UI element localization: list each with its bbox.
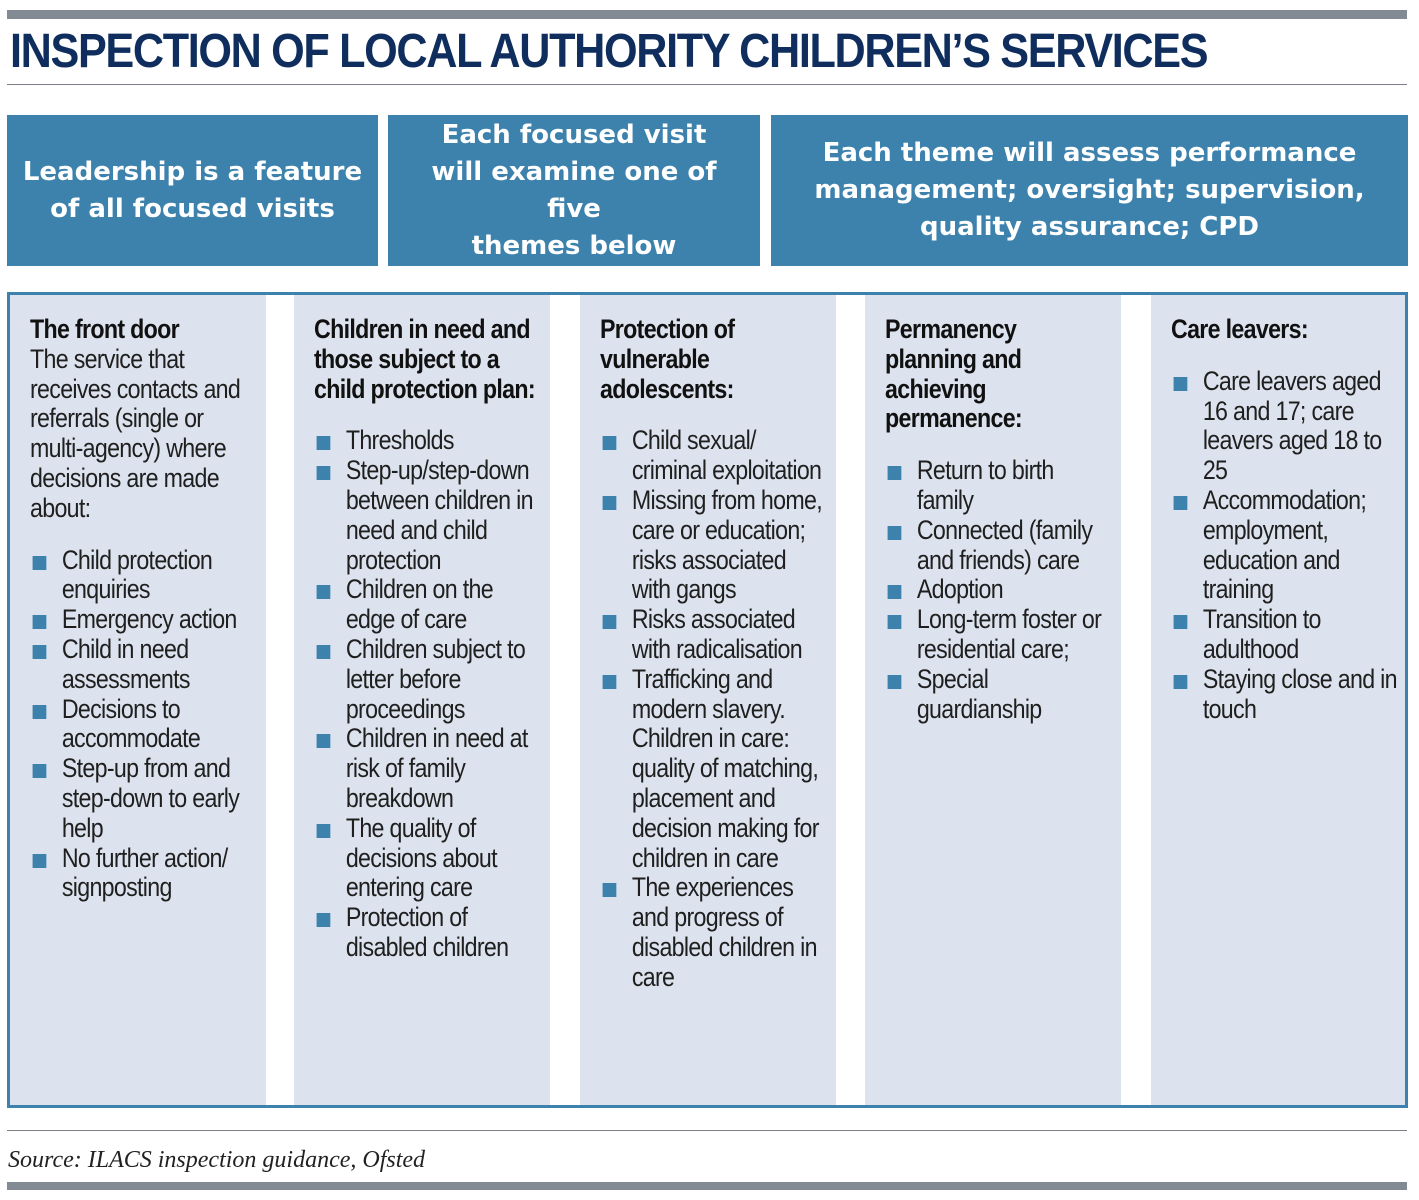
bullet-square-icon bbox=[33, 556, 47, 570]
bullet-square-icon bbox=[888, 466, 902, 480]
list-item bbox=[1171, 665, 1399, 725]
column-heading: The front door bbox=[30, 314, 180, 344]
page-title: INSPECTION OF LOCAL AUTHORITY CHILDREN’S SERVICES bbox=[10, 25, 1208, 78]
list-item-text: Children in need at risk of family breakdown bbox=[345, 723, 528, 813]
title-divider bbox=[7, 84, 1407, 85]
column-heading: Care leavers: bbox=[1171, 314, 1308, 344]
bullet-square-icon bbox=[33, 615, 47, 629]
list-item bbox=[1171, 486, 1399, 605]
bullet-square-icon bbox=[888, 585, 902, 599]
list-item bbox=[30, 605, 258, 635]
list-item bbox=[885, 456, 1113, 516]
theme-column-front-door bbox=[10, 295, 266, 1105]
list-item bbox=[600, 873, 828, 992]
header-box-theme-assessment bbox=[771, 115, 1408, 266]
bullet-square-icon bbox=[603, 436, 617, 450]
list-item-text: Trafficking and modern slavery. Children in care: quality of matching, placement and decision making for children in care bbox=[631, 663, 819, 873]
theme-list bbox=[600, 426, 828, 992]
bullet-square-icon bbox=[317, 734, 331, 748]
bullet-square-icon bbox=[317, 913, 331, 927]
bullet-square-icon bbox=[317, 436, 331, 450]
theme-list bbox=[1171, 367, 1399, 725]
header-line: Each theme will assess performance bbox=[822, 138, 1357, 168]
list-item-text: Child protection enquiries bbox=[61, 544, 213, 605]
list-item bbox=[600, 605, 828, 665]
list-item bbox=[885, 516, 1113, 576]
list-item bbox=[600, 426, 828, 486]
top-rule bbox=[7, 10, 1407, 19]
list-item-text: Decisions to accommodate bbox=[61, 693, 201, 754]
bullet-square-icon bbox=[33, 705, 47, 719]
bullet-square-icon bbox=[888, 675, 902, 689]
list-item-text: Connected (family and friends) care bbox=[916, 514, 1093, 575]
header-line: of all focused visits bbox=[50, 193, 335, 224]
theme-list bbox=[314, 426, 542, 962]
bottom-rule bbox=[7, 1182, 1407, 1190]
list-item bbox=[1171, 367, 1399, 486]
bullet-square-icon bbox=[888, 526, 902, 540]
bullet-square-icon bbox=[603, 675, 617, 689]
bullet-square-icon bbox=[1174, 675, 1188, 689]
list-item-text: Special guardianship bbox=[916, 663, 1042, 724]
list-item-text: Children subject to letter before proceedings bbox=[345, 633, 526, 724]
list-item bbox=[30, 695, 258, 755]
list-item bbox=[600, 486, 828, 605]
list-item-text: Care leavers aged 16 and 17; care leavers aged 18 to 25 bbox=[1202, 365, 1382, 486]
bullet-square-icon bbox=[317, 645, 331, 659]
theme-column-vulnerable-adolescents bbox=[580, 295, 836, 1105]
header-line: themes below bbox=[471, 230, 677, 261]
themes-panel bbox=[7, 292, 1408, 1108]
bullet-square-icon bbox=[1174, 615, 1188, 629]
list-item bbox=[1171, 605, 1399, 665]
list-item-text: Missing from home, care or education; risks associated with gangs bbox=[631, 484, 823, 605]
list-item bbox=[885, 605, 1113, 665]
header-box-leadership bbox=[7, 115, 378, 266]
list-item bbox=[314, 456, 542, 575]
list-item-text: Protection of disabled children bbox=[345, 902, 509, 962]
header-box-focused-visit bbox=[388, 115, 760, 266]
list-item bbox=[30, 635, 258, 695]
list-item-text: The quality of decisions about entering care bbox=[345, 812, 497, 903]
bullet-square-icon bbox=[888, 615, 902, 629]
header-line: will examine one of five bbox=[431, 156, 717, 224]
list-item bbox=[885, 575, 1113, 605]
bullet-square-icon bbox=[1174, 377, 1188, 391]
bullet-square-icon bbox=[603, 496, 617, 510]
list-item-text: Child in need assessments bbox=[61, 633, 190, 694]
column-heading: Protection of vulnerable adolescents: bbox=[600, 314, 735, 404]
header-line: quality assurance; CPD bbox=[919, 212, 1259, 242]
bullet-square-icon bbox=[33, 645, 47, 659]
bullet-square-icon bbox=[317, 824, 331, 838]
list-item bbox=[314, 635, 542, 724]
list-item bbox=[30, 546, 258, 606]
source-divider bbox=[7, 1130, 1407, 1131]
header-line: Leadership is a feature bbox=[22, 156, 363, 187]
header-line: Each focused visit bbox=[441, 119, 707, 150]
list-item-text: Staying close and in touch bbox=[1202, 663, 1397, 724]
list-item-text: Child sexual/ criminal exploitation bbox=[631, 425, 822, 486]
bullet-square-icon bbox=[1174, 496, 1188, 510]
list-item-text: Thresholds bbox=[345, 425, 454, 456]
bullet-square-icon bbox=[317, 466, 331, 480]
list-item bbox=[314, 426, 542, 456]
theme-column-care-leavers bbox=[1151, 295, 1405, 1105]
list-item bbox=[885, 665, 1113, 725]
bullet-square-icon bbox=[33, 764, 47, 778]
list-item-text: Emergency action bbox=[61, 604, 237, 635]
list-item-text: No further action/ signposting bbox=[61, 842, 228, 903]
list-item-text: Step-up/step-down between children in need and child protection bbox=[345, 455, 533, 575]
list-item bbox=[30, 844, 258, 904]
theme-column-children-in-need bbox=[294, 295, 550, 1105]
list-item bbox=[314, 724, 542, 813]
column-heading: Permanency planning and achieving permanence: bbox=[885, 314, 1022, 434]
bullet-square-icon bbox=[33, 854, 47, 868]
list-item-text: The experiences and progress of disabled children in care bbox=[631, 872, 817, 992]
list-item bbox=[600, 665, 828, 874]
list-item-text: Adoption bbox=[916, 574, 1003, 605]
bullet-square-icon bbox=[603, 883, 617, 897]
list-item-text: Return to birth family bbox=[916, 455, 1054, 515]
theme-column-permanency bbox=[865, 295, 1121, 1105]
list-item bbox=[314, 575, 542, 635]
theme-list bbox=[30, 546, 258, 904]
list-item-text: Transition to adulthood bbox=[1202, 604, 1321, 664]
column-intro: The service that receives contacts and referrals (single or multi-agency) where decisions are made about: bbox=[30, 343, 241, 523]
list-item-text: Accommodation; employment, education and training bbox=[1202, 484, 1367, 605]
bullet-square-icon bbox=[317, 585, 331, 599]
list-item-text: Risks associated with radicalisation bbox=[631, 604, 803, 664]
list-item bbox=[30, 754, 258, 843]
list-item-text: Long-term foster or residential care; bbox=[916, 604, 1102, 664]
list-item-text: Children on the edge of care bbox=[345, 574, 493, 635]
list-item bbox=[314, 903, 542, 963]
source-note: Source: ILACS inspection guidance, Ofsted bbox=[8, 1147, 426, 1173]
bullet-square-icon bbox=[603, 615, 617, 629]
theme-list bbox=[885, 456, 1113, 724]
list-item-text: Step-up from and step-down to early help bbox=[61, 753, 240, 843]
header-line: management; oversight; supervision, bbox=[814, 175, 1365, 205]
list-item bbox=[314, 814, 542, 903]
column-heading: Children in need and those subject to a child protection plan: bbox=[314, 314, 535, 404]
